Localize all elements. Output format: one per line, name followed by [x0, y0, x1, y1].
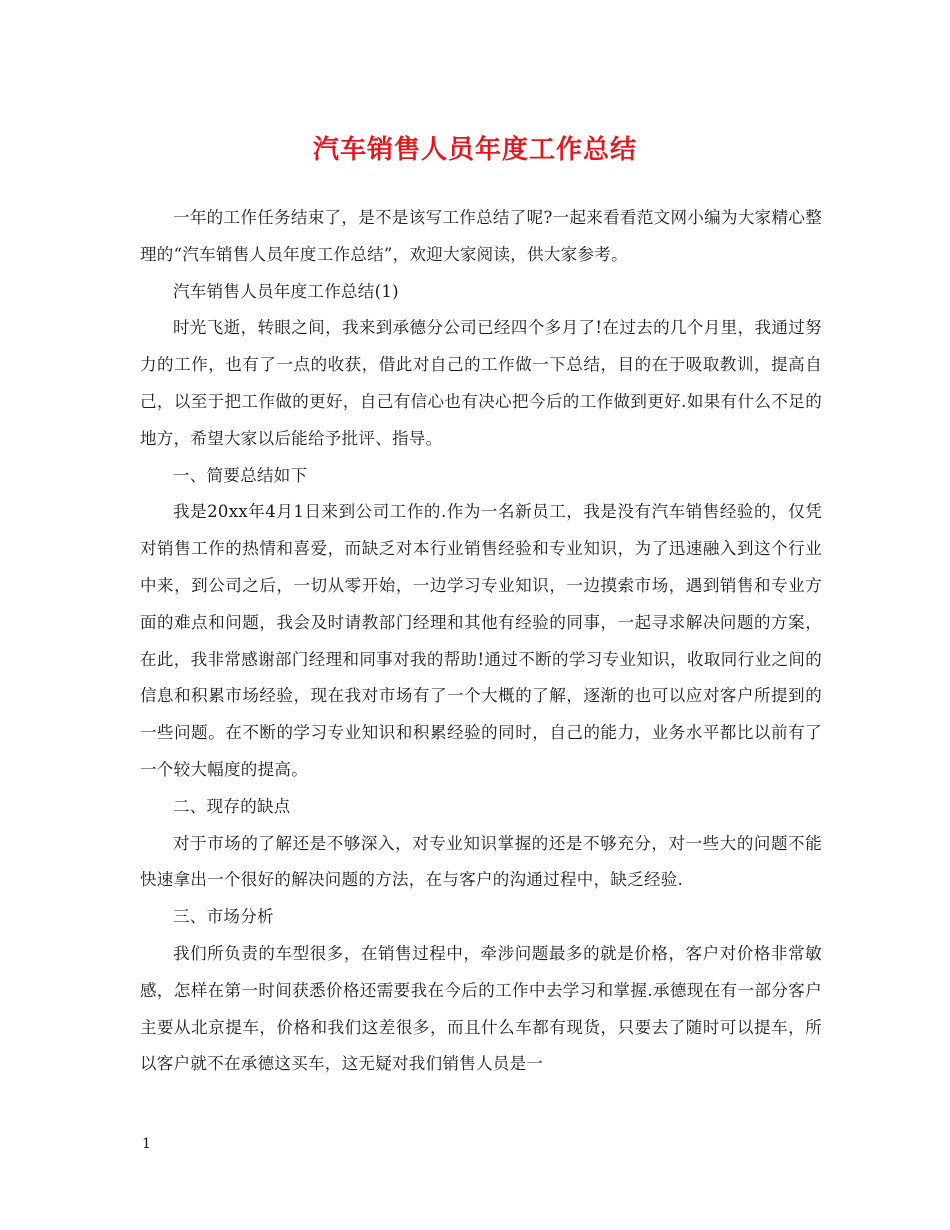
body-paragraph: 对于市场的了解还是不够深入，对专业知识掌握的还是不够充分，对一些大的问题不能快速拿出一个很好的解决问题的方法，在与客户的沟通过程中，缺乏经验. [140, 833, 822, 890]
section-heading: 三、市场分析 [173, 907, 274, 927]
body-paragraph: 我们所负责的车型很多，在销售过程中，牵涉问题最多的就是价格，客户对价格非常敏感，怎样在第一时间获悉价格还需要我在今后的工作中去学习和掌握.承德现在有一部分客户主要从北京提车，价格和我们这差很多，而且什么车都有现货，只要去了随时可以提车，所以客户就不在承德这买车，这无疑对我们销售人员是一 [140, 943, 822, 1074]
body-paragraph: 我是20xx年4月1日来到公司工作的.作为一名新员工，我是没有汽车销售经验的，仅凭对销售工作的热情和喜爱，而缺乏对本行业销售经验和专业知识，为了迅速融入到这个行业中来，到公司之后，一切从零开始，一边学习专业知识，一边摸索市场，遇到销售和专业方面的难点和问题，我会及时请教部门经理和其他有经验的同事，一起寻求解决问题的方案，在此，我非常感谢部门经理和同事对我的帮助!通过不断的学习专业知识，收取同行业之间的信息和积累市场经验，现在我对市场有了一个大概的了解，逐渐的也可以应对客户所提到的一些问题。在不断的学习专业知识和积累经验的同时，自己的能力，业务水平都比以前有了一个较大幅度的提高。 [140, 502, 822, 779]
body-paragraph: 时光飞逝，转眼之间，我来到承德分公司已经四个多月了!在过去的几个月里，我通过努力的工作，也有了一点的收获，借此对自己的工作做一下总结，目的在于吸取教训，提高自己，以至于把工作做的更好，自己有信心也有决心把今后的工作做到更好.如果有什么不足的地方，希望大家以后能给予批评、指导。 [140, 318, 822, 448]
page-number: 1 [142, 1136, 151, 1152]
section-heading: 二、现存的缺点 [173, 796, 291, 816]
document-body [140, 200, 822, 1083]
document-title: 汽车销售人员年度工作总结 [312, 135, 637, 165]
section-heading: 一、简要总结如下 [173, 465, 308, 485]
intro-paragraph: 一年的工作任务结束了，是不是该写工作总结了呢?一起来看看范文网小编为大家精心整理的“汽车销售人员年度工作总结”，欢迎大家阅读，供大家参考。 [140, 208, 822, 264]
section-heading: 汽车销售人员年度工作总结(1) [173, 281, 399, 301]
